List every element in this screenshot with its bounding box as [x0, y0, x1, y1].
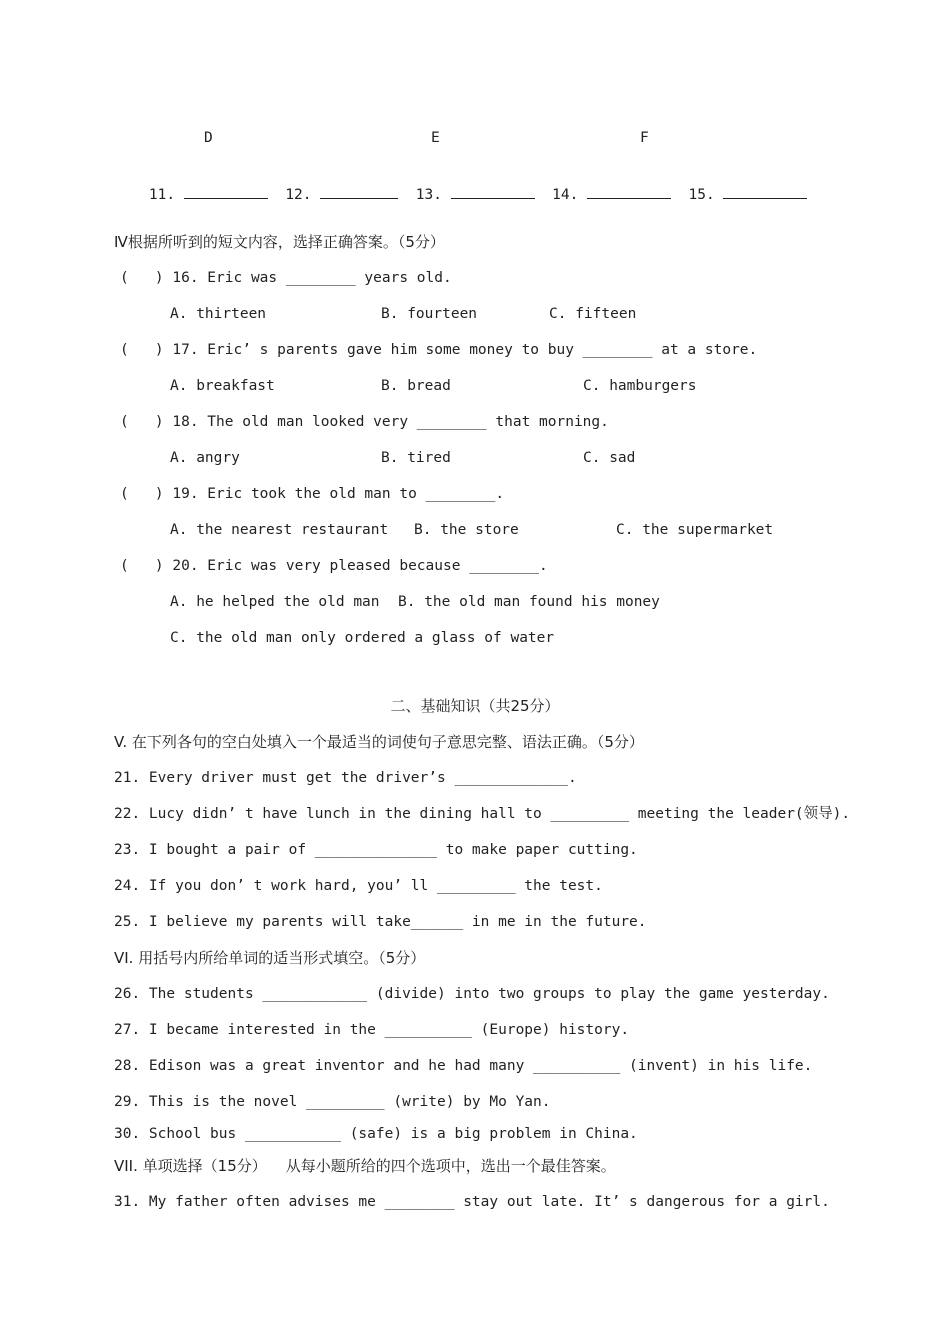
section-7-heading: VII. 单项选择（15分） 从每小题所给的四个选项中，选出一个最佳答案。 — [114, 1157, 616, 1175]
q16-option-a[interactable]: A. thirteen — [170, 306, 267, 322]
q18-option-a[interactable]: A. angry — [170, 450, 240, 466]
q16-option-b[interactable]: B. fourteen — [381, 306, 478, 322]
picture-label-e: E — [431, 130, 440, 146]
question-31: 31. My father often advises me ________ stay out late. It’ s dangerous for a girl. — [114, 1194, 830, 1210]
question-29: 29. This is the novel _________ (write) by Mo Yan. — [114, 1094, 551, 1110]
question-17: ( ) 17. Eric’ s parents gave him some money to buy ________ at a store. — [120, 342, 758, 358]
answer-label-14: 14. — [552, 187, 579, 203]
question-22: 22. Lucy didn’ t have lunch in the dining hall to _________ meeting the leader(领导). — [114, 806, 851, 822]
question-18: ( ) 18. The old man looked very ________ that morning. — [120, 414, 609, 430]
part-2-title: 二、基础知识（共25分） — [390, 697, 560, 715]
answer-label-15: 15. — [688, 187, 715, 203]
question-16: ( ) 16. Eric was ________ years old. — [120, 270, 452, 286]
answer-blank-12[interactable] — [320, 184, 398, 199]
answer-blank-15[interactable] — [723, 184, 807, 199]
q17-option-b[interactable]: B. bread — [381, 378, 451, 394]
q19-option-c[interactable]: C. the supermarket — [616, 522, 774, 538]
question-20: ( ) 20. Eric was very pleased because ________. — [120, 558, 548, 574]
answer-label-13: 13. — [415, 187, 442, 203]
q17-option-a[interactable]: A. breakfast — [170, 378, 275, 394]
question-23: 23. I bought a pair of ______________ to make paper cutting. — [114, 842, 638, 858]
q17-option-c[interactable]: C. hamburgers — [583, 378, 697, 394]
q19-option-b[interactable]: B. the store — [414, 522, 519, 538]
q16-option-c[interactable]: C. fifteen — [549, 306, 637, 322]
section-4-heading: Ⅳ根据所听到的短文内容，选择正确答案。（5分） — [114, 233, 445, 251]
question-30: 30. School bus ___________ (safe) is a big problem in China. — [114, 1126, 638, 1142]
question-26: 26. The students ____________ (divide) into two groups to play the game yesterday. — [114, 986, 830, 1002]
picture-label-d: D — [204, 130, 213, 146]
section-5-heading: V. 在下列各句的空白处填入一个最适当的词使句子意思完整、语法正确。（5分） — [114, 733, 644, 751]
question-25: 25. I believe my parents will take______ in me in the future. — [114, 914, 647, 930]
question-27: 27. I became interested in the __________ (Europe) history. — [114, 1022, 630, 1038]
section-6-heading: VI. 用括号内所给单词的适当形式填空。（5分） — [114, 949, 426, 967]
question-21: 21. Every driver must get the driver’s _____________. — [114, 770, 577, 786]
question-28: 28. Edison was a great inventor and he had many __________ (invent) in his life. — [114, 1058, 813, 1074]
q20-option-c[interactable]: C. the old man only ordered a glass of water — [170, 630, 555, 646]
q20-option-b[interactable]: B. the old man found his money — [398, 594, 660, 610]
answer-blank-13[interactable] — [451, 184, 535, 199]
q18-option-b[interactable]: B. tired — [381, 450, 451, 466]
answer-blank-11[interactable] — [184, 184, 268, 199]
q18-option-c[interactable]: C. sad — [583, 450, 636, 466]
answer-label-11: 11. — [148, 187, 176, 203]
answer-row — [114, 164, 807, 225]
question-19: ( ) 19. Eric took the old man to ________. — [120, 486, 505, 502]
q19-option-a[interactable]: A. the nearest restaurant — [170, 522, 389, 538]
answer-blank-14[interactable] — [587, 184, 671, 199]
picture-label-f: F — [640, 130, 649, 146]
q20-option-a[interactable]: A. he helped the old man — [170, 594, 380, 610]
question-24: 24. If you don’ t work hard, you’ ll _________ the test. — [114, 878, 603, 894]
answer-label-12: 12. — [285, 187, 312, 203]
